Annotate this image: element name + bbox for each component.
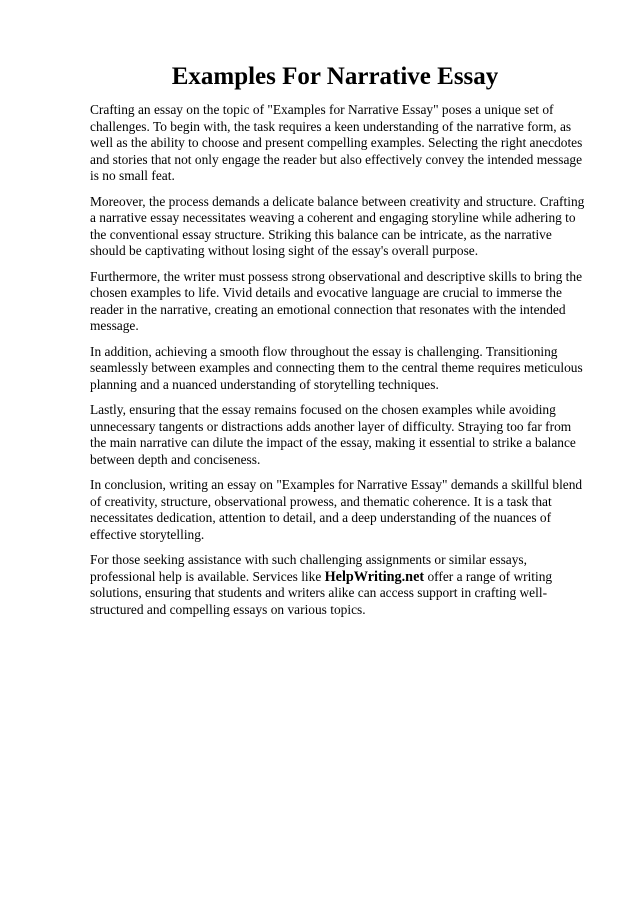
paragraph-furthermore: Furthermore, the writer must possess strong observational and descriptive skills to bring the chosen examples to life. Vivid details and evocative language are crucial to immerse the reader in the narrative, creating an emotional connection that resonates with the intended message. <box>90 268 583 333</box>
assistance-text-before: For those seeking assistance with such challenging assignments or similar essays, professional help is available. Services like <box>90 552 527 584</box>
document-title: Examples For Narrative Essay <box>171 63 499 90</box>
paragraph-in-addition: In addition, achieving a smooth flow throughout the essay is challenging. Transitioning seamlessly between examples and connecting them to the central theme requires meticulous planning and a nuanced understanding of storytelling techniques. <box>90 343 583 392</box>
paragraph-intro: Crafting an essay on the topic of "Examples for Narrative Essay" poses a unique set of challenges. To begin with, the task requires a keen understanding of the narrative form, as well as the ability to choose and present compelling examples. Selecting the right anecdotes and stories that not only engage the reader but also effectively convey the intended message is no small feat. <box>90 102 583 183</box>
paragraph-conclusion: In conclusion, writing an essay on "Examples for Narrative Essay" demands a skillful blend of creativity, structure, observational prowess, and thematic coherence. It is a task that necessitates dedication, attention to detail, and a deep understanding of the nuances of effective storytelling. <box>90 477 583 542</box>
paragraph-moreover: Moreover, the process demands a delicate balance between creativity and structure. Crafting a narrative essay necessitates weaving a coherent and engaging storyline while adhering to the conventional essay structure. Striking this balance can be intricate, as the narrative should be captivating without losing sight of the essay's overall purpose. <box>90 193 585 258</box>
assistance-text-after: offer a range of writing solutions, ensuring that students and writers alike can access support in crafting well-structured and compelling essays on various topics. <box>90 568 553 617</box>
service-brand-name: HelpWriting.net <box>324 568 425 585</box>
paragraph-assistance <box>90 552 590 618</box>
paragraph-lastly: Lastly, ensuring that the essay remains focused on the chosen examples while avoiding unnecessary tangents or distractions adds another layer of difficulty. Straying too far from the main narrative can dilute the impact of the essay, making it essential to strike a balance between depth and conciseness. <box>90 402 576 467</box>
